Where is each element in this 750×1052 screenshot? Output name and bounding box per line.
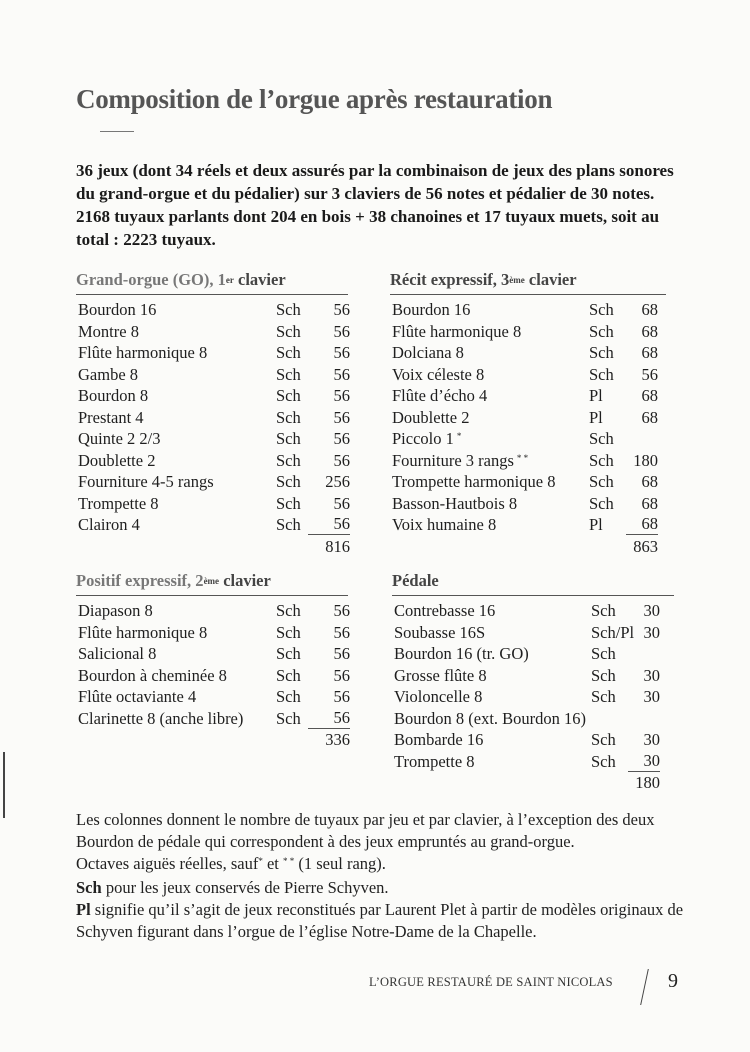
stop-pipe-count: 30 [643,730,660,749]
stop-row [76,342,348,364]
stop-row [390,471,666,493]
intro-paragraph: 36 jeux (dont 34 réels et deux assurés par la combinaison de jeux des plans sonores du grand-orgue et du pédalier) sur 3 claviers de 56 notes et pédalier de 30 notes. 2168 tuyaux parlants dont 204 en bois + 38 chanoines et 17 tuyaux muets, soit au total : 2223 tuyaux. [76,161,674,249]
stop-pipe-count: 68 [641,343,658,362]
section-total: 816 [325,536,350,556]
stop-row [390,342,666,364]
title-underline [100,131,134,132]
stop-source: Pl [589,515,603,534]
section-rule [76,294,348,295]
stop-source: Sch [276,343,301,362]
stop-source: Sch [276,429,301,448]
stop-pipe-count: 56 [333,665,350,685]
stop-source: Sch [589,300,614,319]
stop-row [76,471,348,493]
stop-row [392,600,674,622]
stop-name: Gambe 8 [78,364,139,384]
stop-pipe-count: 30 [643,687,660,706]
stop-name: Clairon 4 [78,515,140,534]
section-heading: Pédale [392,571,439,590]
footnote-mark: * [456,431,462,441]
stop-pipe-count: 56 [333,321,350,341]
section-total: 336 [325,730,350,749]
stop-pipe-count: 56 [333,601,350,620]
stop-source: Pl [589,386,603,405]
section-heading: Positif expressif, 2ème clavier [76,571,271,590]
stop-pipe-count: 56 [333,644,350,663]
stop-name: Trompette 8 [394,751,475,771]
section-rule [76,595,348,596]
stop-pipe-count: 30 [643,622,660,642]
stop-row [392,686,674,708]
stop-pipe-count: 30 [628,751,660,772]
scan-edge-mark [3,752,5,818]
stop-name: Prestant 4 [78,407,144,427]
stop-pipe-count: 180 [633,450,658,470]
stop-pipe-count: 56 [641,364,658,384]
stop-name: Fourniture 3 rangs * * [392,450,529,470]
stop-pipe-count: 56 [333,300,350,319]
stop-pipe-count: 30 [643,601,660,620]
stop-name: Diapason 8 [78,601,153,620]
section-heading: Récit expressif, 3ème clavier [390,270,577,289]
section-heading: Grand-orgue (GO), 1er clavier [76,270,286,289]
stop-row [76,428,348,450]
stop-name: Quinte 2 2/3 [78,429,161,448]
stop-source: Sch [276,644,301,663]
stop-source: Sch [276,493,301,513]
stop-row [390,407,666,429]
stop-name: Soubasse 16S [394,622,486,642]
stop-row [76,622,348,644]
stop-name: Flûte harmonique 8 [78,343,208,362]
stop-pipe-count: 30 [643,665,660,685]
stop-name: Bourdon 8 [78,386,149,405]
footer-slash [640,969,651,1005]
footnote-mark: * * [516,452,529,463]
stop-source: Sch [276,300,301,319]
stop-source: Sch [276,450,301,470]
stop-pipe-count: 56 [333,364,350,384]
stop-row [392,751,674,773]
footnotes [76,809,696,943]
running-footer: L’ORGUE RESTAURÉ DE SAINT NICOLAS [369,975,613,989]
stop-pipe-count: 68 [641,472,658,491]
note-sch: Sch pour les jeux conservés de Pierre Schyven. [76,878,389,897]
stop-row [390,364,666,386]
section-pedale [392,571,674,794]
stop-row [392,708,674,730]
stop-row [392,643,674,665]
stop-row [76,708,348,730]
stop-name: Doublette 2 [392,407,470,427]
stop-name: Salicional 8 [78,644,157,663]
stop-row [390,385,666,407]
stop-name: Montre 8 [78,321,139,341]
stop-source: Sch [276,601,301,620]
stop-pipe-count: 56 [333,429,350,448]
stop-source: Sch [589,364,614,384]
stop-source: Sch [591,601,616,620]
section-rule [392,595,674,596]
stop-pipe-count: 56 [333,343,350,362]
section-rule [390,294,666,295]
stop-name: Trompette 8 [78,493,159,513]
stop-row [76,686,348,708]
note-columns: Les colonnes donnent le nombre de tuyaux par jeu et par clavier, à l’exception des deux Bourdon de pédale qui correspondent à des jeux empruntés au grand-orgue. [76,810,655,851]
stop-pipe-count: 68 [626,514,658,535]
stop-source: Sch [589,493,614,513]
stop-name: Grosse flûte 8 [394,665,487,685]
stop-source: Sch [276,515,301,534]
stop-name: Bourdon à cheminée 8 [78,665,227,685]
stop-name: Flûte d’écho 4 [392,386,488,405]
stop-row [76,321,348,343]
stop-name: Bourdon 16 [392,300,471,319]
stop-name: Voix humaine 8 [392,515,497,534]
stop-row [76,600,348,622]
stop-source: Sch [591,730,616,749]
stop-pipe-count: 56 [333,450,350,470]
stop-source: Sch [276,364,301,384]
stop-name: Basson-Hautbois 8 [392,493,518,513]
stop-pipe-count: 56 [333,386,350,405]
stop-name: Doublette 2 [78,450,156,470]
stop-name: Violoncelle 8 [394,687,483,706]
stop-row [76,493,348,515]
stop-source: Sch [276,622,301,642]
stop-name: Bourdon 8 (ext. Bourdon 16) [394,708,587,728]
stop-pipe-count: 56 [333,407,350,427]
stop-row [76,450,348,472]
stop-source: Sch [276,665,301,685]
stop-source: Sch [591,644,616,663]
stop-row [76,514,348,536]
stop-row [392,665,674,687]
stop-name: Trompette harmonique 8 [392,472,556,491]
stop-row [390,428,666,450]
stop-name: Bourdon 16 (tr. GO) [394,644,529,663]
stop-row [390,450,666,472]
page-number: 9 [668,970,678,992]
stop-source: Pl [589,407,603,427]
stop-source: Sch [276,687,301,706]
stop-row [392,729,674,751]
stop-source: Sch [276,321,301,341]
stop-row [76,385,348,407]
stop-pipe-count: 56 [333,687,350,706]
stop-source: Sch [276,407,301,427]
stop-source: Sch [589,343,614,362]
stop-row [390,493,666,515]
stop-row [390,321,666,343]
section-positif [76,571,348,751]
stop-name: Bombarde 16 [394,730,484,749]
stop-source: Sch [276,386,301,405]
stop-source: Sch/Pl [591,622,635,642]
stop-name: Contrebasse 16 [394,601,496,620]
stop-pipe-count: 56 [333,493,350,513]
stop-pipe-count: 56 [308,514,350,535]
section-total: 180 [635,773,660,792]
stop-pipe-count: 68 [641,386,658,405]
stop-pipe-count: 256 [325,472,350,491]
stop-source: Sch [589,321,614,341]
stop-row [390,514,666,536]
stop-row [390,299,666,321]
stop-source: Sch [589,450,614,470]
stop-row [76,299,348,321]
stop-row [76,407,348,429]
stop-pipe-count: 56 [333,622,350,642]
stop-pipe-count: 68 [641,300,658,319]
stop-source: Sch [591,687,616,706]
stop-name: Flûte harmonique 8 [392,321,522,341]
note-pl: Pl signifie qu’il s’agit de jeux reconstitués par Laurent Plet à partir de modèles originaux de Schyven figurant dans l’orgue de l’église Notre-Dame de la Chapelle. [76,900,684,941]
stop-pipe-count: 68 [641,321,658,341]
stop-row [392,622,674,644]
stop-source: Sch [591,751,616,771]
stop-pipe-count: 68 [641,407,658,427]
note-octaves: Octaves aiguës réelles, sauf* et * * (1 seul rang). [76,854,386,873]
stop-source: Sch [591,665,616,685]
stop-row [76,665,348,687]
stop-name: Bourdon 16 [78,300,157,319]
stop-pipe-count: 68 [641,493,658,513]
stop-name: Flûte harmonique 8 [78,622,208,642]
stop-name: Dolciana 8 [392,343,464,362]
stop-row [76,364,348,386]
stop-source: Sch [589,429,614,448]
stop-row [76,643,348,665]
stop-name: Clarinette 8 (anche libre) [78,708,244,728]
stop-pipe-count: 56 [308,708,350,729]
section-grand-orgue [76,270,348,557]
stop-name: Piccolo 1 * [392,429,462,448]
stop-name: Flûte octaviante 4 [78,687,197,706]
stop-source: Sch [276,472,301,491]
stop-name: Voix céleste 8 [392,364,485,384]
section-recit [390,270,666,557]
stop-name: Fourniture 4-5 rangs [78,472,214,491]
section-total: 863 [633,536,658,556]
stop-source: Sch [276,708,301,728]
stop-source: Sch [589,472,614,491]
page-title: Composition de l’orgue après restauration [76,84,553,114]
